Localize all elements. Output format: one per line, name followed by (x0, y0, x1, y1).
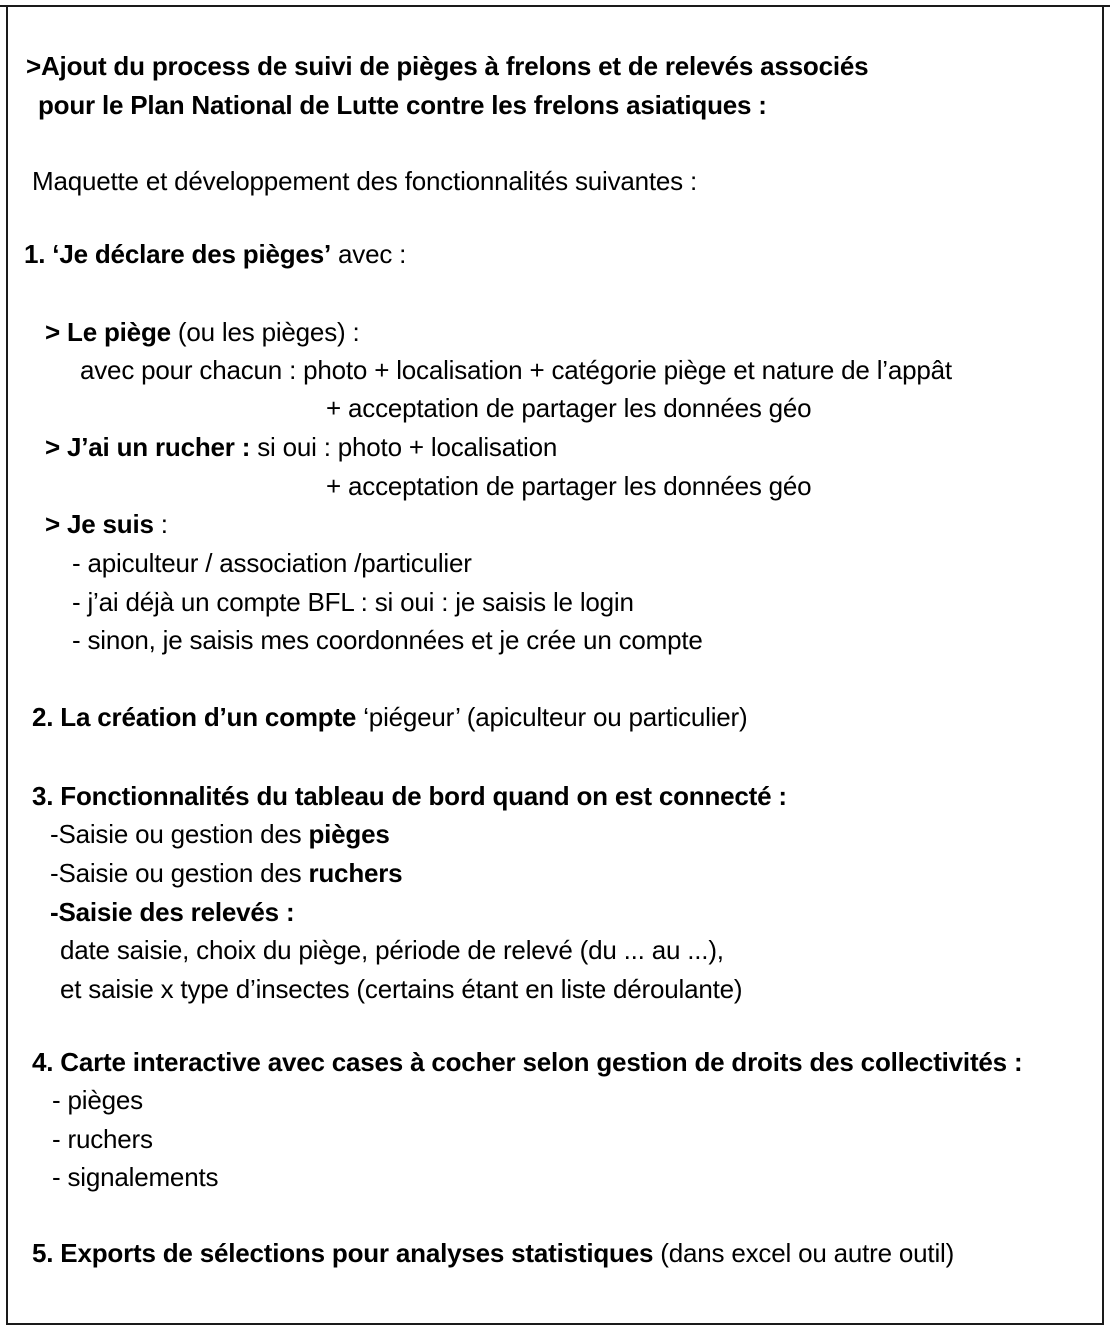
je-suis-label (45, 508, 168, 540)
piege-detail-1: avec pour chacun : photo + localisation + catégorie piège et nature de l’appât (80, 355, 952, 385)
section4-item: - signalements (52, 1162, 219, 1192)
section3-detail-2: et saisie x type d’insectes (certains étant en liste déroulante) (60, 974, 743, 1004)
piege-label (45, 316, 360, 348)
title-line-2: pour le Plan National de Lutte contre les frelons asiatiques : (38, 90, 767, 120)
piege-detail-2: + acceptation de partager les données géo (326, 393, 812, 423)
section3-item-prefix: -Saisie ou gestion des (50, 819, 309, 849)
section4-item: - ruchers (52, 1124, 153, 1154)
section1-heading-bold: 1. ‘Je déclare des pièges’ (24, 239, 331, 269)
je-suis-item: - apiculteur / association /particulier (72, 548, 472, 578)
section5-heading-rest: (dans excel ou autre outil) (653, 1238, 955, 1268)
piege-label-bold: > Le piège (45, 317, 171, 347)
section2-heading (32, 701, 747, 733)
section3-item-ruchers (50, 857, 402, 889)
section2-heading-rest: ‘piégeur’ (apiculteur ou particulier) (356, 702, 748, 732)
document-frame (6, 5, 1104, 1325)
section3-item-bold: pièges (308, 819, 390, 849)
intro-text: Maquette et développement des fonctionnalités suivantes : (32, 166, 698, 196)
je-suis-item: - j’ai déjà un compte BFL : si oui : je saisis le login (72, 587, 634, 617)
section3-heading: 3. Fonctionnalités du tableau de bord quand on est connecté : (32, 781, 787, 811)
section3-item-releves: -Saisie des relevés : (50, 897, 295, 927)
section3-item-bold: ruchers (308, 858, 403, 888)
section1-heading-rest: avec : (330, 239, 407, 269)
rucher-label-rest: si oui : photo + localisation (250, 432, 558, 462)
section3-item-prefix: -Saisie ou gestion des (50, 858, 309, 888)
piege-label-rest: (ou les pièges) : (170, 317, 360, 347)
section4-heading: 4. Carte interactive avec cases à cocher selon gestion de droits des collectivités : (32, 1047, 1023, 1077)
section2-heading-bold: 2. La création d’un compte (32, 702, 357, 732)
rucher-detail-2: + acceptation de partager les données géo (326, 471, 812, 501)
section5-heading-bold: 5. Exports de sélections pour analyses statistiques (32, 1238, 654, 1268)
section3-detail-1: date saisie, choix du piège, période de relevé (du ... au ...), (60, 935, 724, 965)
section4-item: - pièges (52, 1085, 143, 1115)
je-suis-label-rest: : (153, 509, 168, 539)
section1-heading (24, 238, 406, 270)
je-suis-item: - sinon, je saisis mes coordonnées et je crée un compte (72, 625, 703, 655)
title-line-1: >Ajout du process de suivi de pièges à frelons et de relevés associés (26, 51, 869, 81)
section3-item-pieges (50, 818, 390, 850)
section5-heading (32, 1237, 954, 1269)
rucher-label-bold: > J’ai un rucher : (45, 432, 251, 462)
je-suis-label-bold: > Je suis (45, 509, 154, 539)
rucher-label (45, 431, 557, 463)
